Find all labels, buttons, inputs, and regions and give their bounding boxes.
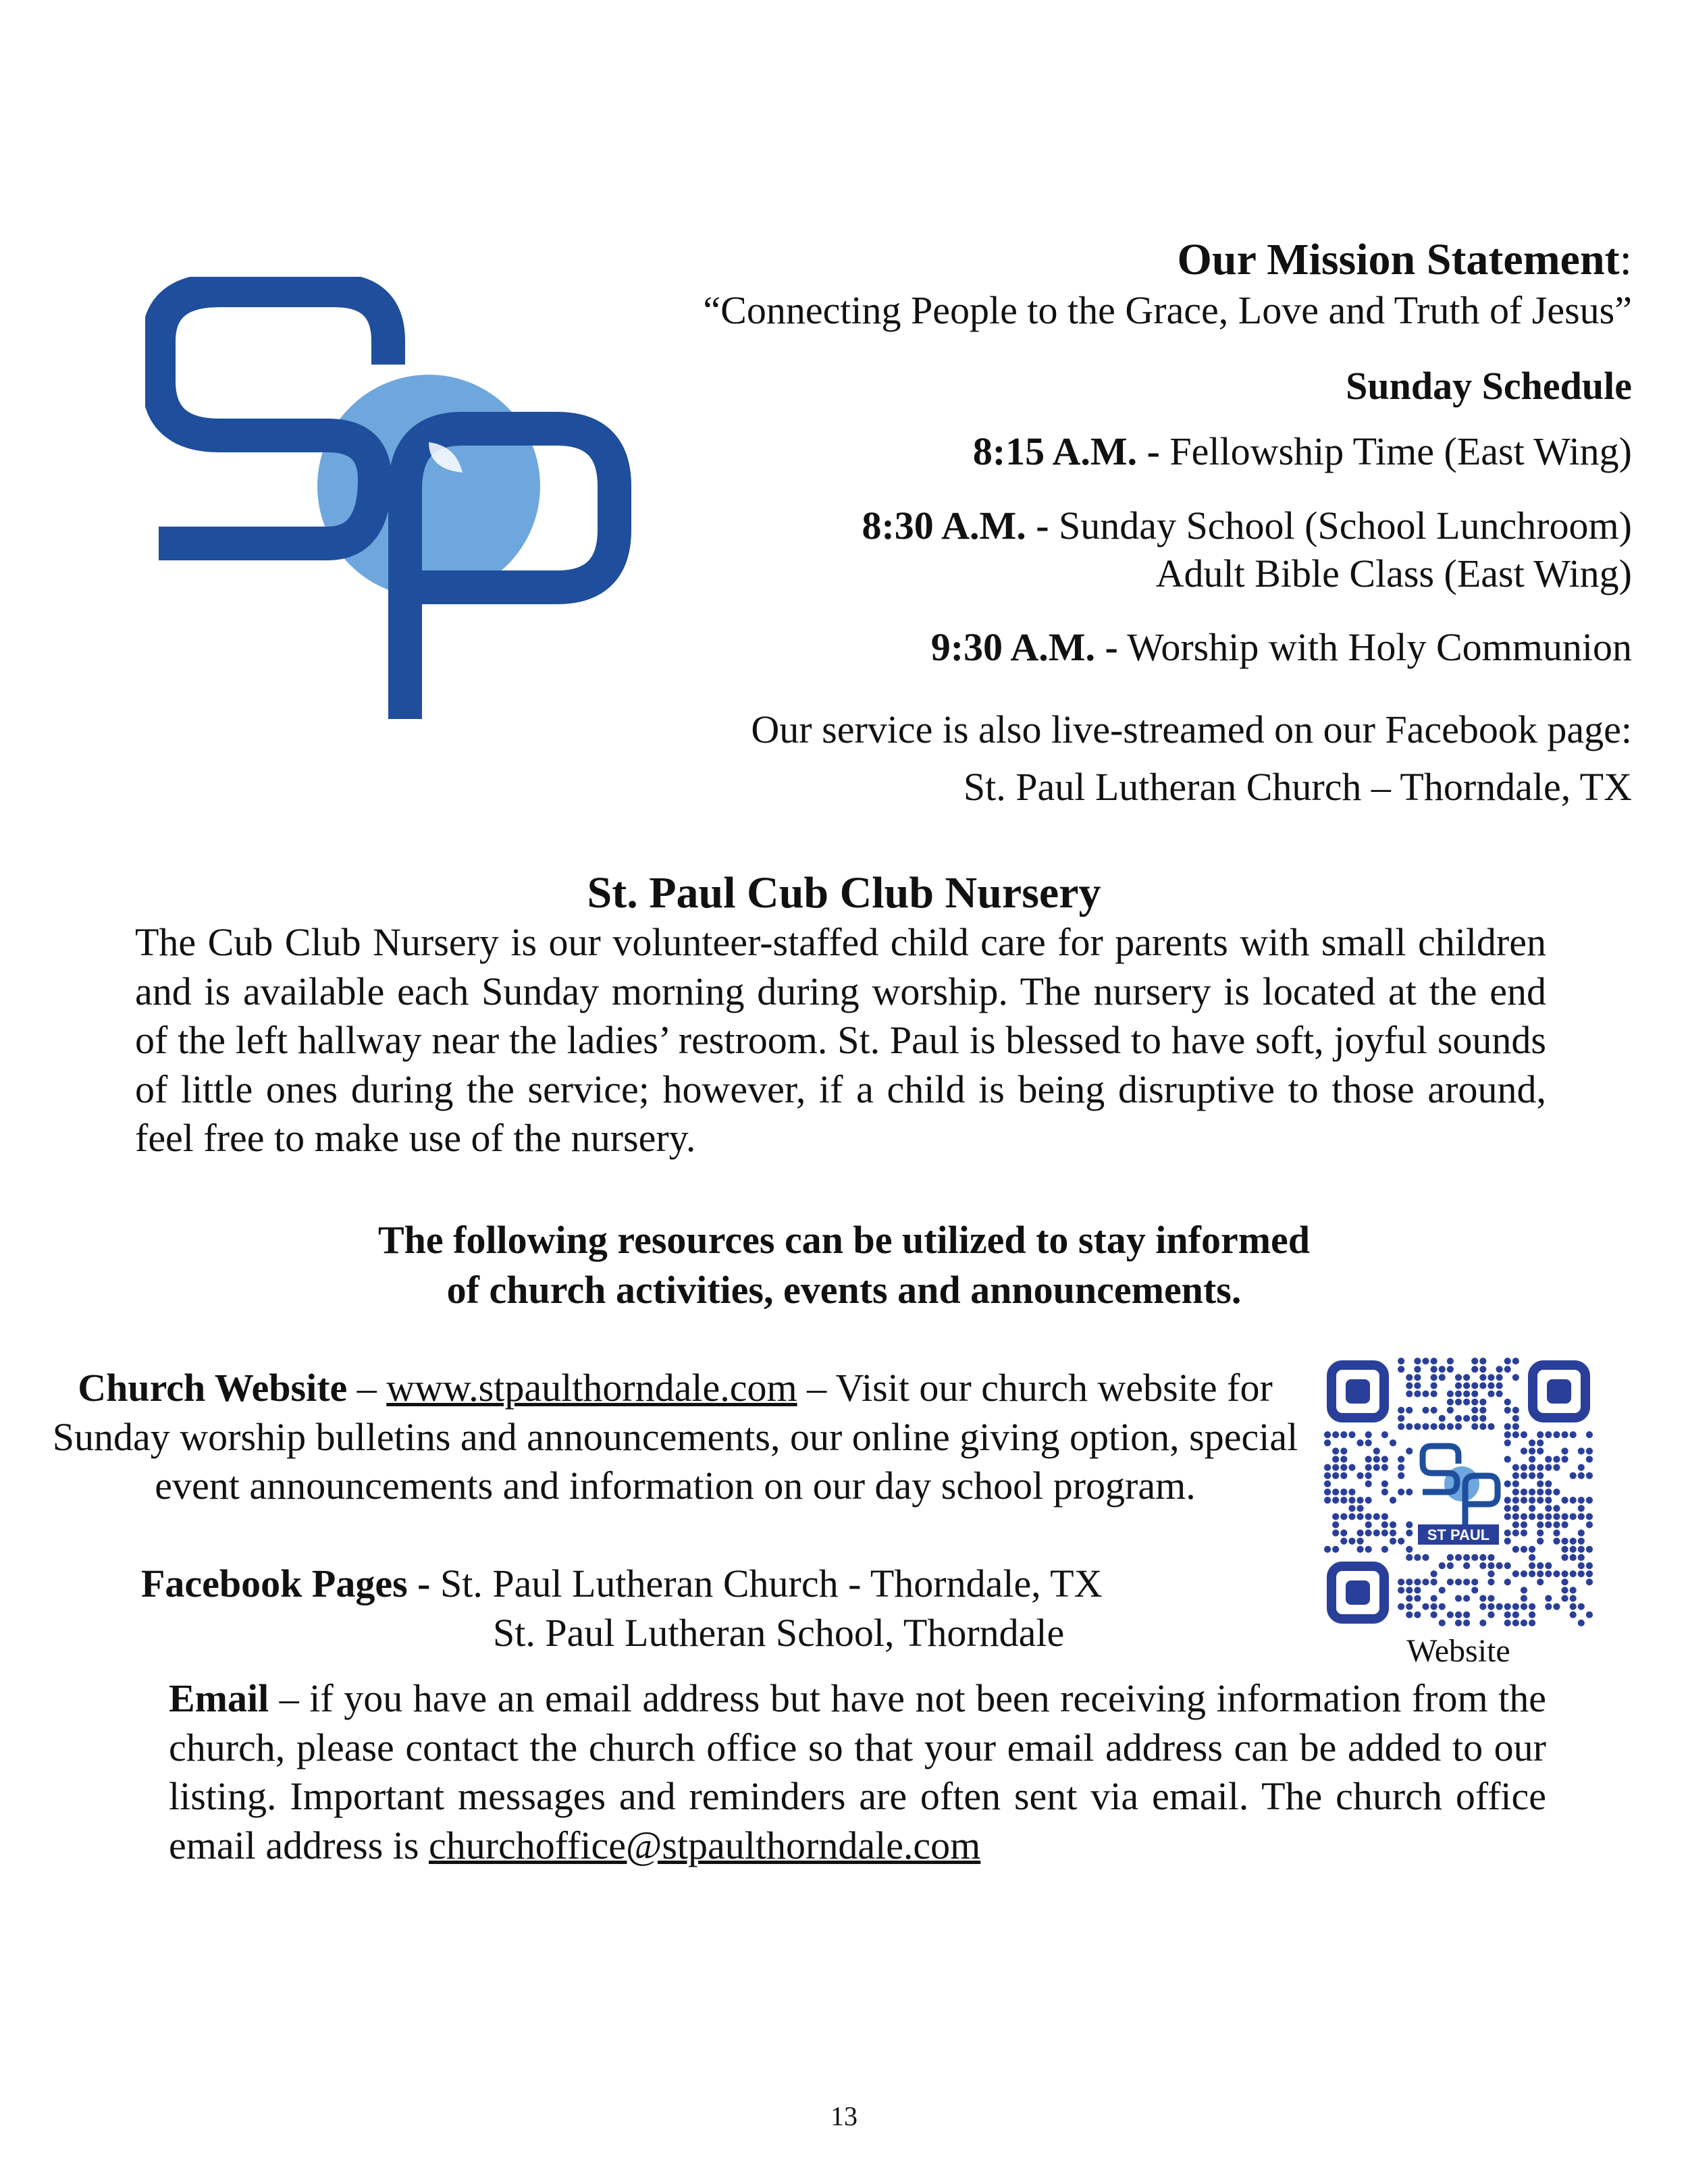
schedule-item: 8:30 A.M. - Sunday School (School Lunchroom)	[862, 504, 1632, 548]
facebook-label: Facebook Pages -	[141, 1562, 431, 1605]
website-paragraph: Church Website – www.stpaulthorndale.com – Visit our church website for Sunday worship bulletins and announcements, our online giving option, special event announcements and information on our day school program.	[52, 1366, 1298, 1508]
mission-text: “Connecting People to the Grace, Love and Truth of Jesus”	[703, 288, 1632, 332]
website-qr-code[interactable]	[1323, 1357, 1593, 1627]
email-paragraph: Email – if you have an email address but have not been receiving information from the church, please contact the church office so that your email address can be added to our listing. Important messages and reminders are often sent via email. The church office email address is churchoffice@stpaulthorndale.com	[169, 1676, 1546, 1867]
qr-caption: Website	[1406, 1633, 1510, 1669]
facebook-page-school: St. Paul Lutheran School, Thorndale	[493, 1611, 1065, 1655]
nursery-paragraph: The Cub Club Nursery is our volunteer-staffed child care for parents with small children and is available each Sunday morning during worship. The nursery is located at the end of the left hallway near the ladies’ restroom. St. Paul is blessed to have soft, joyful sounds of little ones during the service; however, if a child is being disruptive to those around, feel free to make use of the nursery.	[135, 920, 1546, 1160]
resources-heading-line: The following resources can be utilized to stay informed	[377, 1218, 1311, 1262]
website-label: Church Website	[78, 1366, 348, 1410]
logo-circle	[317, 375, 540, 597]
schedule-item: 8:15 A.M. - Fellowship Time (East Wing)	[972, 429, 1632, 473]
facebook-page-church: St. Paul Lutheran Church - Thorndale, TX	[430, 1562, 1103, 1605]
st-paul-logo	[145, 277, 645, 736]
facebook-pages	[122, 1560, 1102, 1610]
email-label: Email	[169, 1676, 269, 1720]
schedule-item: 9:30 A.M. - Worship with Holy Communion	[930, 625, 1632, 669]
svg-text:ST PAUL: ST PAUL	[1427, 1526, 1490, 1543]
page-number: 13	[830, 2101, 858, 2131]
qr-center-logo-icon	[1415, 1438, 1502, 1549]
mission-title: Our Mission Statement:	[1177, 235, 1632, 284]
website-link[interactable]: www.stpaulthorndale.com	[386, 1366, 797, 1410]
schedule-title: Sunday Schedule	[1346, 364, 1632, 408]
livestream-note: Our service is also live-streamed on our Facebook page:	[751, 708, 1632, 751]
schedule-item-continued: Adult Bible Class (East Wing)	[1155, 552, 1632, 595]
resources-heading	[0, 1215, 1688, 1315]
email-link[interactable]: churchoffice@stpaulthorndale.com	[428, 1823, 981, 1867]
livestream-page-name: St. Paul Lutheran Church – Thorndale, TX	[963, 765, 1632, 809]
nursery-title: St. Paul Cub Club Nursery	[587, 868, 1101, 917]
resources-heading-line: of church activities, events and announcements.	[446, 1268, 1242, 1312]
